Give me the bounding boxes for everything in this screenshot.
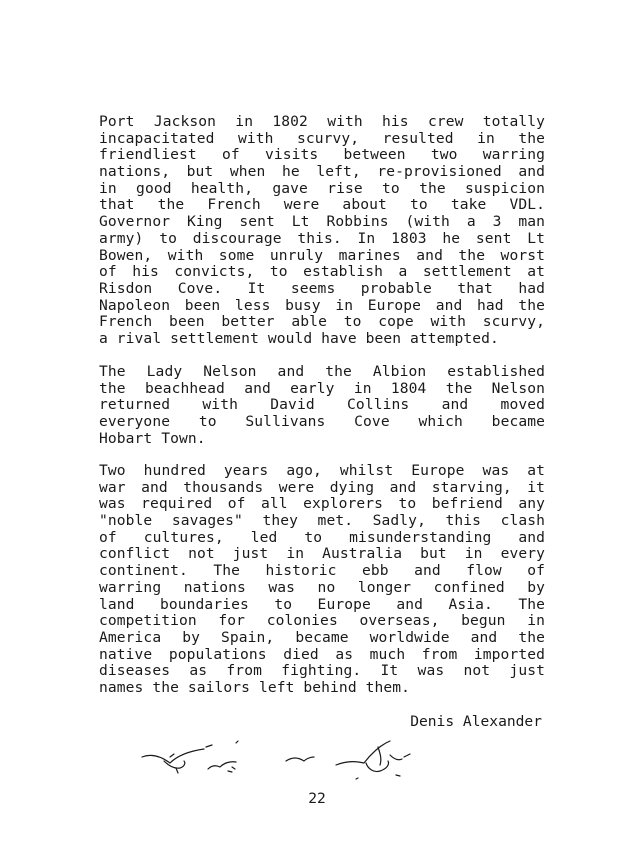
text-line: America by Spain, became worldwide and the [99, 628, 545, 646]
text-line: a rival settlement would have been attempted. [99, 329, 499, 347]
text-line: army) to discourage this. In 1803 he sent Lt [99, 229, 545, 247]
text-line: Risdon Cove. It seems probable that had [99, 279, 545, 297]
text-line: conflict not just in Australia but in every [99, 545, 545, 563]
text-line: native populations died as much from imported [99, 645, 545, 663]
text-line: of cultures, led to misunderstanding and [99, 528, 545, 546]
text-line: friendliest of visits between two warring [99, 146, 545, 164]
text-line: competition for colonies overseas, begun in [99, 612, 545, 630]
text-line: Napoleon been less busy in Europe and had the [99, 296, 545, 314]
paragraph-1 [99, 114, 545, 348]
text-line: Governor King sent Lt Robbins (with a 3 man [99, 213, 545, 231]
text-line: The Lady Nelson and the Albion established [99, 363, 545, 380]
text-line: everyone to Sullivans Cove which became [99, 413, 545, 431]
text-line: returned with David Collins and moved [99, 396, 545, 414]
text-line: diseases as from fighting. It was not just [99, 662, 545, 680]
text-line: warring nations was no longer confined by [99, 578, 545, 596]
text-line: "noble savages" they met. Sadly, this clash [99, 512, 545, 530]
text-line: nations, but when he left, re-provisioned and [99, 163, 545, 181]
text-line: Port Jackson in 1802 with his crew totally [99, 113, 545, 130]
text-line: war and thousands were dying and starving, it [99, 478, 545, 496]
paragraph-3 [99, 463, 545, 697]
text-line: incapacitated with scurvy, resulted in the [99, 129, 545, 147]
page-number: 22 [308, 790, 326, 807]
text-line: in good health, gave rise to the suspicion [99, 179, 545, 197]
text-line: continent. The historic ebb and flow of [99, 562, 545, 580]
text-line: names the sailors left behind them. [99, 678, 411, 696]
text-line: Bowen, with some unruly marines and the worst [99, 246, 545, 264]
text-line: Two hundred years ago, whilst Europe was at [99, 462, 545, 479]
text-line: of his convicts, to establish a settlement at [99, 263, 545, 281]
author-signature: Denis Alexander [410, 713, 542, 730]
text-line: was required of all explorers to befriend any [99, 495, 545, 513]
paragraph-2 [99, 364, 545, 447]
text-line: Hobart Town. [99, 429, 206, 447]
text-line: land boundaries to Europe and Asia. The [99, 595, 545, 613]
seagulls-sketch-icon [140, 735, 440, 795]
text-line: that the French were about to take VDL. [99, 196, 545, 214]
text-line: French been better able to cope with scurvy, [99, 313, 545, 331]
text-line: the beachhead and early in 1804 the Nelson [99, 379, 545, 397]
